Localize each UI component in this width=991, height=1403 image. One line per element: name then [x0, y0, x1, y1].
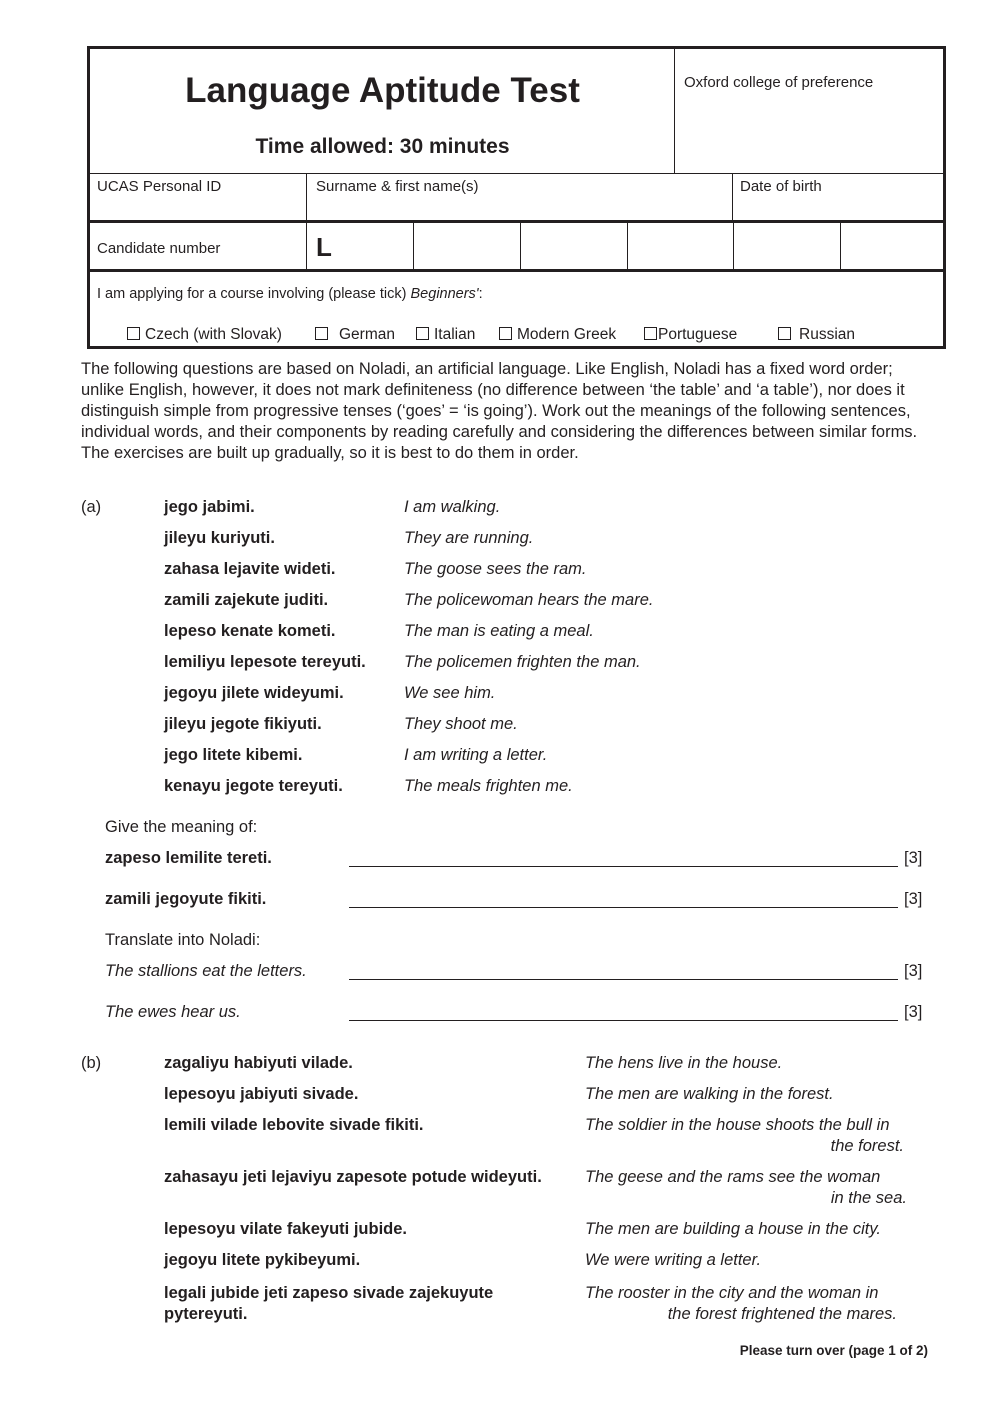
course-option-modern-greek[interactable]: Modern Greek	[499, 326, 616, 344]
college-field[interactable]	[675, 49, 943, 173]
checkbox-icon[interactable]	[499, 327, 512, 340]
candidate-digit-field[interactable]	[628, 223, 733, 269]
english-translation-continued: the forest frightened the mares.	[667, 1305, 897, 1323]
candidate-digit-field[interactable]	[521, 223, 627, 269]
candidate-digit-field[interactable]	[734, 223, 840, 269]
question-text: zapeso lemilite tereti.	[105, 849, 272, 867]
candidate-number-prefix: L	[316, 232, 332, 262]
noladi-sentence: lepesoyu vilate fakeyuti jubide.	[164, 1220, 407, 1238]
answer-line[interactable]	[349, 866, 898, 867]
english-translation: They shoot me.	[404, 715, 518, 733]
instructions-paragraph: The following questions are based on Noladi, an artificial language. Like English, Noladi has a fixed word order; unlike English, however, it does not mark definiteness (no difference between ‘the table’ and ‘a table’), nor does it distinguish simple from progressive tenses (‘goes’ = ‘is going’). Work out the meanings of the following sentences, individual words, and their components by reading carefully and considering the differences between similar forms. The exercises are built up gradually, so it is best to do them in order.	[81, 360, 918, 462]
course-prompt: I am applying for a course involving (please tick) Beginners':	[97, 286, 483, 302]
english-translation: The soldier in the house shoots the bull in	[585, 1116, 890, 1134]
translate-prompt: Translate into Noladi:	[105, 931, 261, 949]
checkbox-icon[interactable]	[416, 327, 429, 340]
marks-label: [3]	[904, 962, 923, 980]
page-title: Language Aptitude Test	[185, 71, 580, 110]
question-text: The stallions eat the letters.	[105, 962, 307, 980]
time-allowed: Time allowed: 30 minutes	[255, 135, 510, 158]
noladi-sentence: zamili zajekute juditi.	[164, 591, 329, 609]
english-translation: The policemen frighten the man.	[404, 653, 641, 671]
english-translation: The men are building a house in the city.	[585, 1220, 881, 1238]
english-translation-continued: the forest.	[830, 1137, 904, 1155]
english-translation: They are running.	[404, 529, 534, 547]
dob-label: Date of birth	[740, 178, 822, 195]
english-translation: I am writing a letter.	[404, 746, 548, 764]
checkbox-icon[interactable]	[127, 327, 140, 340]
noladi-sentence: jileyu kuriyuti.	[164, 529, 275, 547]
noladi-sentence: lepesoyu jabiyuti sivade.	[164, 1085, 359, 1103]
english-translation: We see him.	[404, 684, 496, 702]
surname-field[interactable]	[307, 174, 732, 220]
section-a-label: (a)	[81, 498, 102, 516]
college-label: Oxford college of preference	[684, 74, 874, 91]
english-translation: The geese and the rams see the woman	[585, 1168, 881, 1186]
noladi-sentence: zagaliyu habiyuti vilade.	[164, 1054, 353, 1072]
english-translation: The man is eating a meal.	[404, 622, 594, 640]
question-text: zamili jegoyute fikiti.	[105, 890, 267, 908]
english-translation: The men are walking in the forest.	[585, 1085, 834, 1103]
course-option-portuguese[interactable]: Portuguese	[644, 326, 737, 344]
answer-line[interactable]	[349, 1020, 898, 1021]
noladi-sentence: zahasa lejavite wideti.	[164, 560, 336, 578]
english-translation: The policewoman hears the mare.	[404, 591, 654, 609]
course-option-german[interactable]: German	[315, 326, 395, 344]
noladi-sentence: kenayu jegote tereyuti.	[164, 777, 343, 795]
noladi-sentence: jegoyu jilete wideyumi.	[164, 684, 344, 702]
english-translation: I am walking.	[404, 498, 501, 516]
checkbox-icon[interactable]	[644, 327, 657, 340]
noladi-sentence-continued: pytereyuti.	[164, 1305, 248, 1323]
dob-field[interactable]	[733, 174, 943, 220]
marks-label: [3]	[904, 1003, 923, 1021]
noladi-sentence: jego jabimi.	[164, 498, 255, 516]
english-translation: The goose sees the ram.	[404, 560, 587, 578]
course-option-czech[interactable]: Czech (with Slovak)	[127, 326, 282, 344]
checkbox-icon[interactable]	[778, 327, 791, 340]
section-b-label: (b)	[81, 1054, 102, 1072]
course-option-italian[interactable]: Italian	[416, 326, 475, 344]
answer-line[interactable]	[349, 907, 898, 908]
candidate-info-form	[87, 46, 946, 349]
noladi-sentence: lemiliyu lepesote tereyuti.	[164, 653, 366, 671]
ucas-id-field[interactable]	[90, 174, 306, 220]
english-translation: The hens live in the house.	[585, 1054, 783, 1072]
marks-label: [3]	[904, 849, 923, 867]
checkbox-icon[interactable]	[315, 327, 328, 340]
candidate-digit-field[interactable]	[414, 223, 520, 269]
noladi-sentence: jileyu jegote fikiyuti.	[164, 715, 322, 733]
noladi-sentence: jego litete kibemi.	[164, 746, 303, 764]
noladi-sentence: lemili vilade lebovite sivade fikiti.	[164, 1116, 424, 1134]
course-option-russian[interactable]: Russian	[778, 326, 855, 344]
page-footer: Please turn over (page 1 of 2)	[739, 1343, 928, 1358]
answer-line[interactable]	[349, 979, 898, 980]
candidate-digit-field[interactable]	[841, 223, 943, 269]
noladi-sentence: zahasayu jeti lejaviyu zapesote potude wideyuti.	[164, 1168, 542, 1186]
english-translation-continued: in the sea.	[830, 1189, 907, 1207]
noladi-sentence: lepeso kenate kometi.	[164, 622, 336, 640]
meaning-prompt: Give the meaning of:	[105, 818, 258, 836]
english-translation: We were writing a letter.	[585, 1251, 762, 1269]
surname-label: Surname & first name(s)	[316, 178, 479, 195]
candidate-number-label: Candidate number	[97, 240, 221, 257]
question-text: The ewes hear us.	[105, 1003, 241, 1021]
ucas-id-label: UCAS Personal ID	[97, 178, 222, 195]
english-translation: The rooster in the city and the woman in	[585, 1284, 879, 1302]
noladi-sentence: legali jubide jeti zapeso sivade zajekuyute	[164, 1284, 494, 1302]
marks-label: [3]	[904, 890, 923, 908]
english-translation: The meals frighten me.	[404, 777, 573, 795]
noladi-sentence: jegoyu litete pykibeyumi.	[164, 1251, 361, 1269]
